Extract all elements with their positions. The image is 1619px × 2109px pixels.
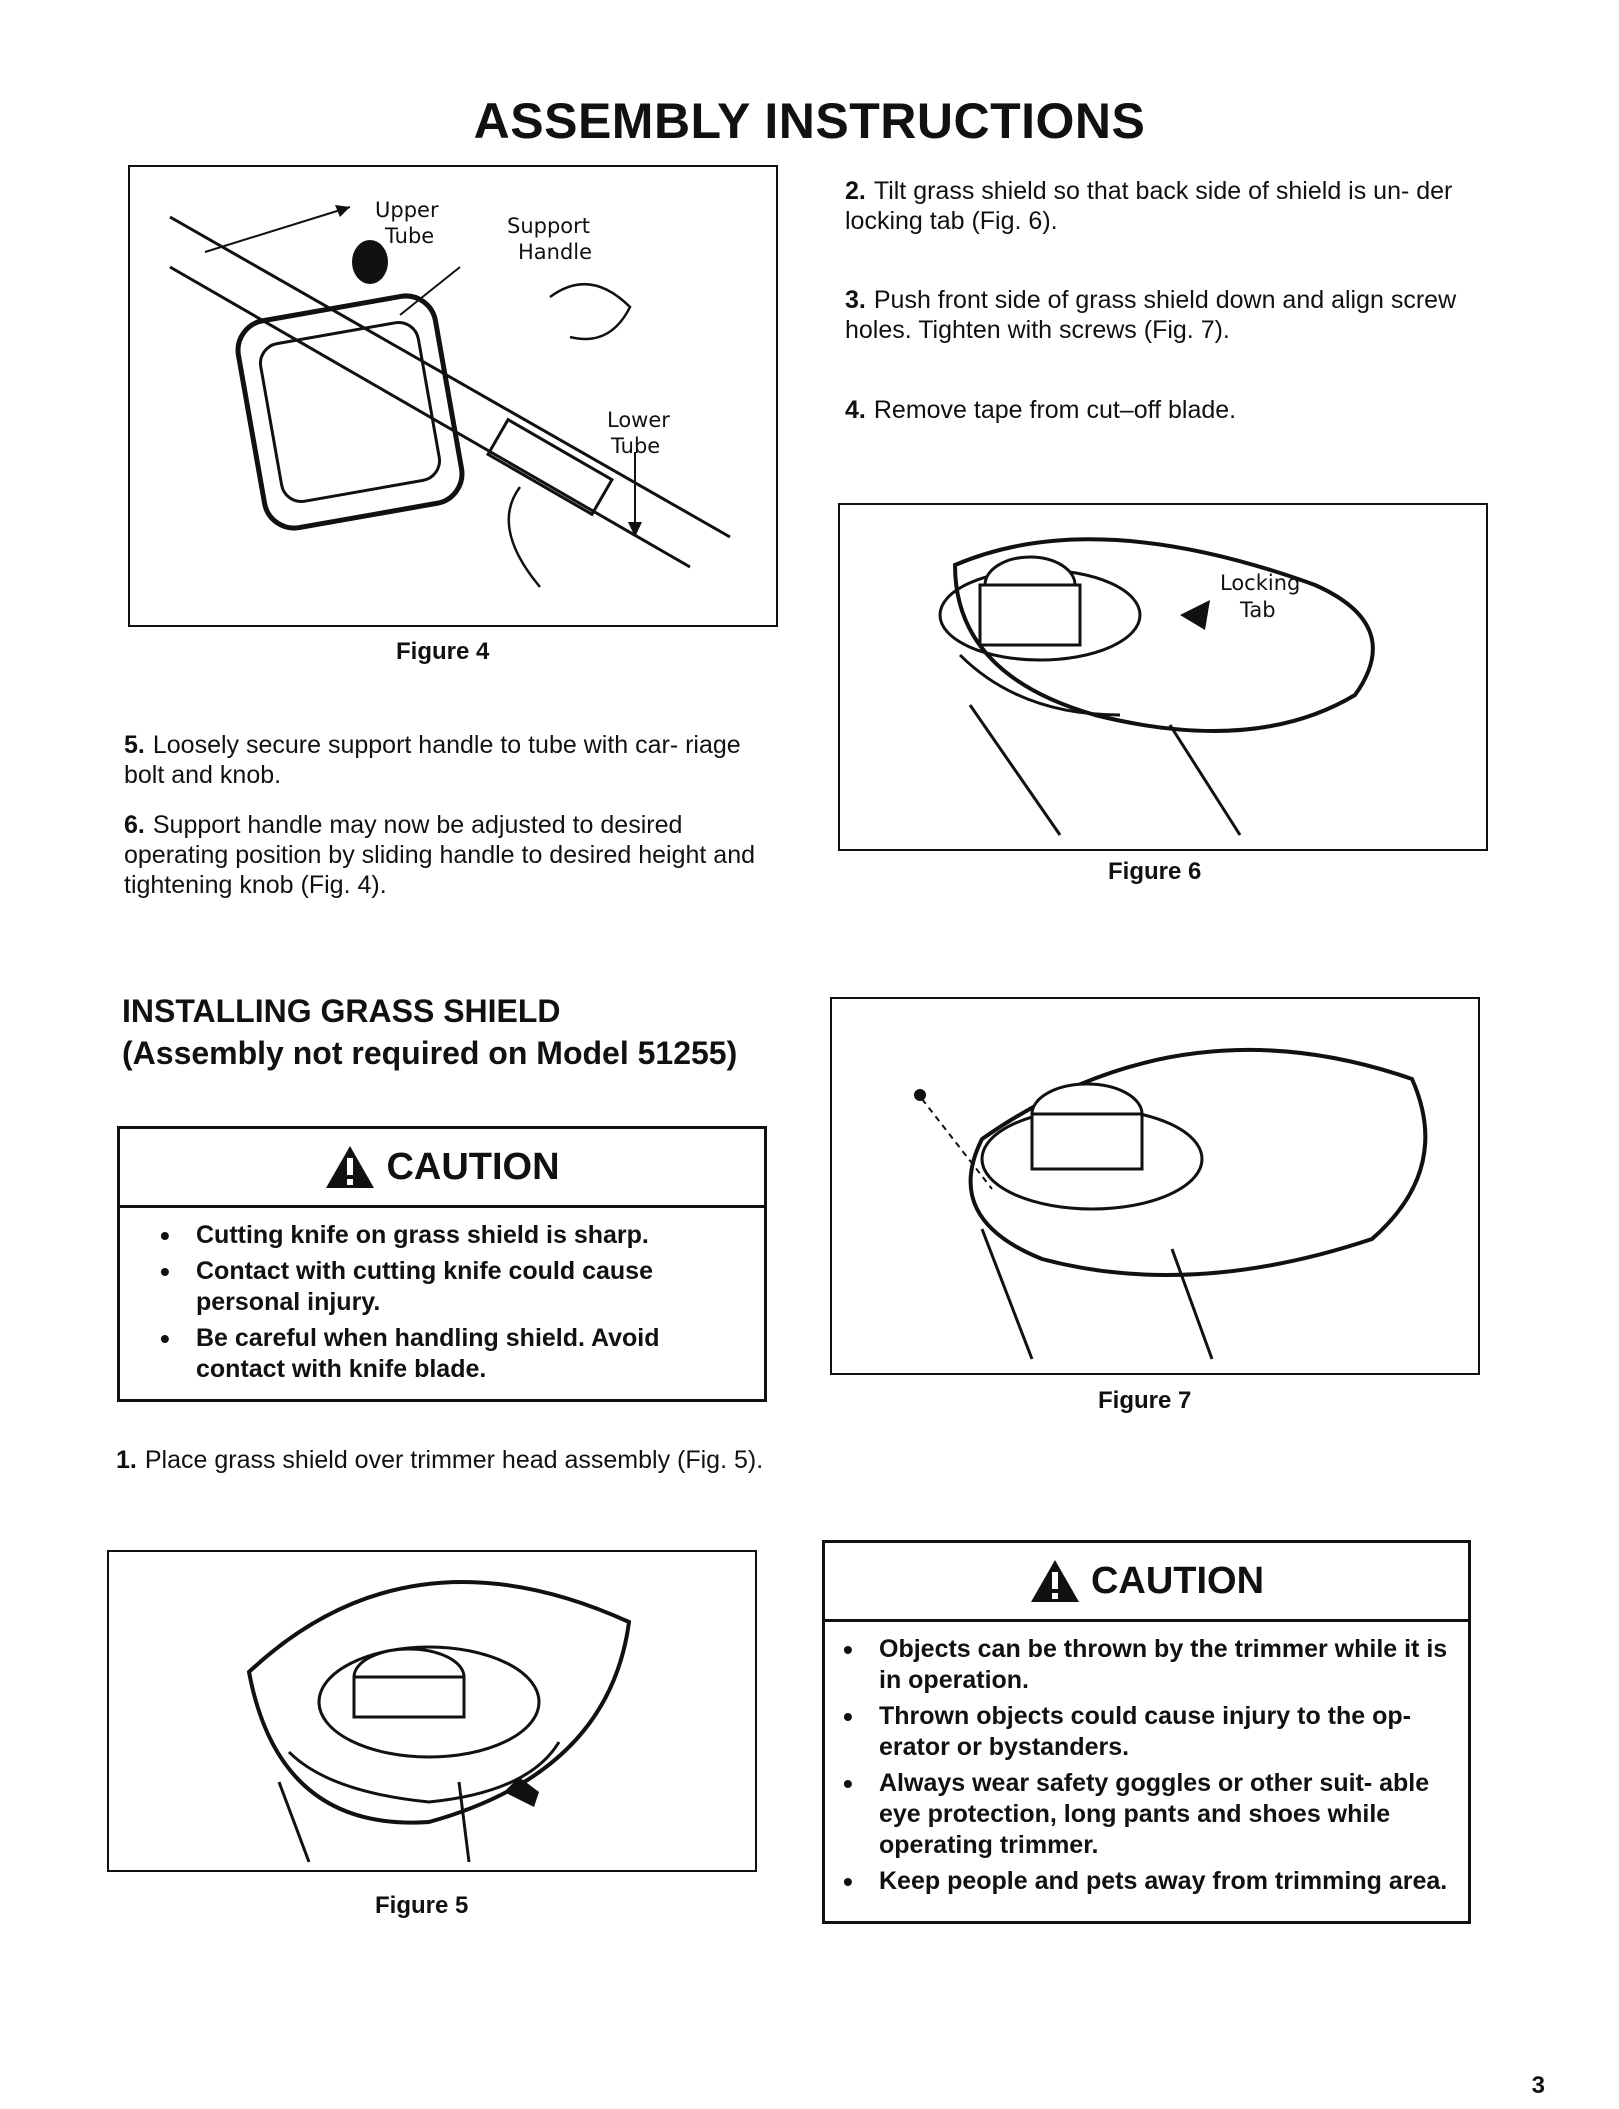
step-6-text: Support handle may now be adjusted to desired operating position by sliding handle to desired height and tightening knob (Fig. 4).	[124, 811, 756, 899]
caution-1-item: • Cutting knife on grass shield is sharp.	[160, 1220, 744, 1251]
caution-2-heading: CAUTION	[1090, 1559, 1265, 1602]
caution-1-heading: CAUTION	[386, 1145, 560, 1188]
step-6-number: 6.	[124, 811, 145, 839]
fig4-label-support: Support	[507, 214, 591, 238]
step-3-number: 3.	[845, 286, 866, 314]
caution-box-1	[117, 1126, 767, 1402]
page-title: ASSEMBLY INSTRUCTIONS	[473, 93, 1146, 149]
warning-triangle-icon	[324, 1144, 376, 1190]
caution-box-2	[822, 1540, 1471, 1924]
page-number: 3	[1531, 2072, 1545, 2099]
fig6-label-locking: Locking	[1220, 571, 1301, 595]
step-2	[845, 176, 1495, 236]
step-4-text: Remove tape from cut–off blade.	[873, 396, 1237, 424]
caution-1-list	[120, 1208, 764, 1400]
warning-triangle-icon	[1029, 1558, 1081, 1604]
figure-4-illustration	[128, 165, 778, 627]
step-1-number: 1.	[116, 1446, 137, 1474]
step-2-number: 2.	[845, 177, 866, 205]
step-4	[845, 395, 1495, 425]
caution-1-item: • Be careful when handling shield. Avoid contact with knife blade.	[160, 1323, 744, 1385]
step-2-text: Tilt grass shield so that back side of shield is un- der locking tab (Fig. 6).	[845, 177, 1453, 235]
step-1-text: Place grass shield over trimmer head assembly (Fig. 5).	[144, 1446, 764, 1474]
fig4-label-lower: Lower	[607, 408, 670, 432]
section-title-line2: (Assembly not required on Model 51255)	[122, 1035, 738, 1071]
fig6-label-tab: Tab	[1240, 598, 1276, 622]
figure-7-illustration	[830, 997, 1480, 1375]
step-6	[124, 810, 774, 900]
figure-5-illustration	[107, 1550, 757, 1872]
caution-2-item: • Always wear safety goggles or other suit- able eye protection, long pants and shoes while operating trimmer.	[843, 1768, 1448, 1861]
fig4-label-upper-tube: Tube	[385, 224, 435, 248]
figure-7-caption: Figure 7	[1098, 1387, 1192, 1414]
step-1	[116, 1445, 776, 1475]
fig4-label-handle: Handle	[518, 240, 593, 264]
step-5	[124, 730, 774, 790]
step-3	[845, 285, 1495, 345]
step-5-text: Loosely secure support handle to tube with car- riage bolt and knob.	[124, 731, 741, 789]
step-5-number: 5.	[124, 731, 145, 759]
figure-5-caption: Figure 5	[375, 1892, 469, 1919]
fig4-label-upper: Upper	[375, 198, 439, 222]
caution-1-header	[120, 1129, 764, 1208]
caution-2-item: • Objects can be thrown by the trimmer while it is in operation.	[843, 1634, 1448, 1696]
caution-2-item: • Keep people and pets away from trimming area.	[843, 1866, 1448, 1897]
step-4-number: 4.	[845, 396, 866, 424]
figure-6-illustration	[838, 503, 1488, 851]
fig4-label-lower-tube: Tube	[611, 434, 661, 458]
figure-6-caption: Figure 6	[1108, 858, 1202, 885]
figure-4-caption: Figure 4	[396, 638, 490, 665]
caution-2-header	[825, 1543, 1468, 1622]
caution-1-item: • Contact with cutting knife could cause personal injury.	[160, 1256, 744, 1318]
section-title-line1: INSTALLING GRASS SHIELD	[122, 993, 561, 1029]
step-3-text: Push front side of grass shield down and align screw holes. Tighten with screws (Fig. 7).	[845, 286, 1457, 344]
caution-2-list	[825, 1622, 1468, 1912]
caution-2-item: • Thrown objects could cause injury to the op- erator or bystanders.	[843, 1701, 1448, 1763]
